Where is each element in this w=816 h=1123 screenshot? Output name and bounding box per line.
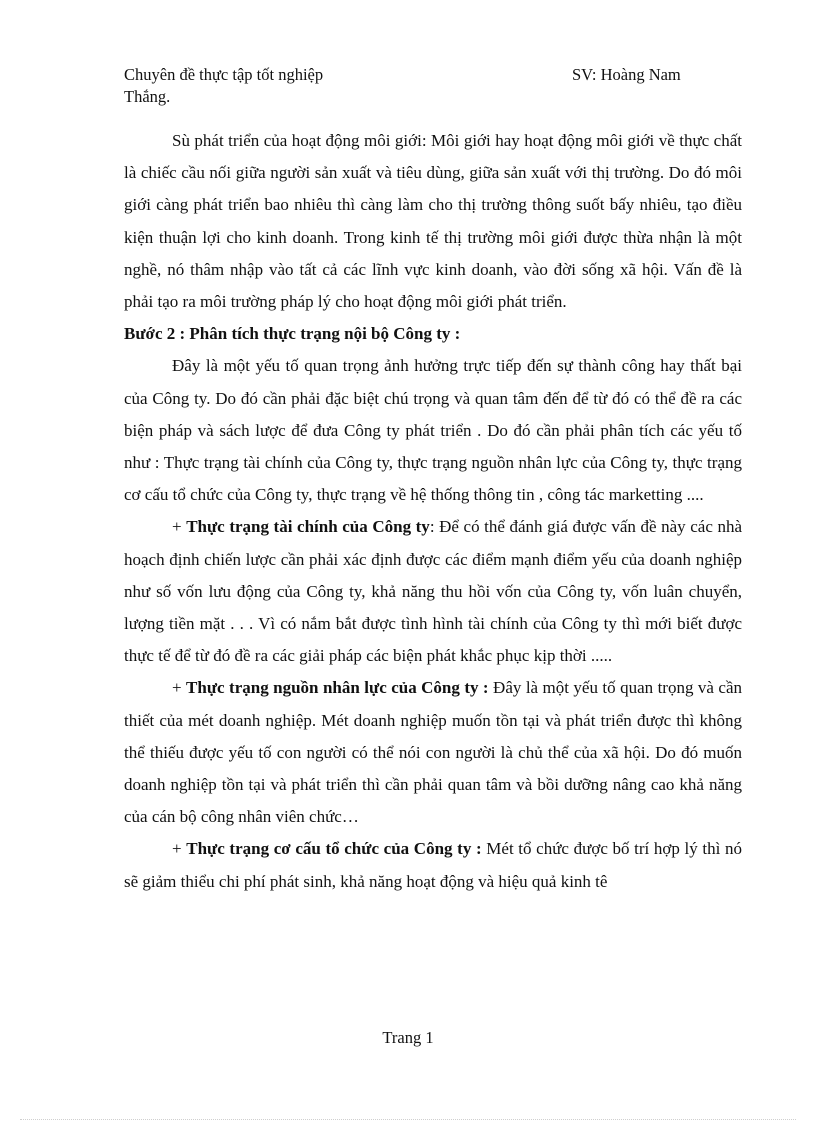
term-organizational-structure: Thực trạng cơ cấu tổ chức của Công ty : <box>186 839 482 859</box>
header-student-name: SV: Hoàng Nam <box>572 65 681 84</box>
paragraph-human-resources <box>124 672 742 833</box>
paragraph-internal-analysis: Đây là một yếu tố quan trọng ảnh hưởng trực tiếp đến sự thành công hay thất bại của Công ty. Do đó cần phải đặc biệt chú trọng và quan tâm đến để từ đó có thể đề ra các biện pháp và sách lược để đưa Công ty phát triển . Do đó cần phải phân tích các yếu tố như : Thực trạng tài chính của Công ty, thực trạng nguồn nhân lực của Công ty, thực trạng cơ cấu tổ chức của Công ty, thực trạng về hệ thống thông tin , công tác marketting .... <box>124 356 742 505</box>
paragraph-brokerage-development: Sù phát triển của hoạt động môi giới: Môi giới hay hoạt động môi giới về thực chất là chiếc cầu nối giữa người sản xuất và tiêu dùng, giữa sản xuất với thị trường. Do đó môi giới càng phát triển bao nhiêu thì càng làm cho thị trường thông suốt bấy nhiêu, tạo điều kiện thuận lợi cho kinh doanh. Trong kinh tế thị trường môi giới được thừa nhận là một nghề, nó thâm nhập vào tất cả các lĩnh vực kinh doanh, vào đời sống xã hội. Vấn đề là phải tạo ra môi trường pháp lý cho hoạt động môi giới phát triển. <box>124 131 742 312</box>
paragraph-organizational-structure <box>124 833 742 897</box>
header-student-name-continuation: Thắng. <box>124 87 171 106</box>
section-heading-step-2: Bước 2 : Phân tích thực trạng nội bộ Công ty : <box>124 324 461 344</box>
page-number: Trang 1 <box>382 1028 434 1047</box>
header-document-title: Chuyên đề thực tập tốt nghiệp <box>124 65 324 84</box>
organizational-structure-text: Mét tổ chức được bố trí hợp lý thì nó sẽ giảm thiểu chi phí phát sinh, khả năng hoạt động và hiệu quả kinh tê <box>124 839 742 891</box>
paragraph-financial-status <box>124 511 742 672</box>
page-bottom-edge <box>20 1119 796 1120</box>
document-body <box>124 125 742 898</box>
bullet-marker: + <box>172 839 187 859</box>
term-financial-status: Thực trạng tài chính của Công ty <box>186 517 430 537</box>
bullet-marker: + <box>172 517 187 537</box>
human-resources-text: Đây là một yếu tố quan trọng và cần thiết của mét doanh nghiệp. Mét doanh nghiệp muốn tồn tại và phát triển được thì không thể thiếu được yếu tố con người có thể nói con người là chủ thể của xã hội. Do đó muốn doanh nghiệp tồn tại và phát triển thì cần phải quan tâm và bồi dưỡng nâng cao khả năng của cán bộ công nhân viên chức… <box>124 678 743 827</box>
financial-status-text: : Để có thể đánh giá được vấn đề này các nhà hoạch định chiến lược cần phải xác định được các điểm mạnh điểm yếu của doanh nghiệp như số vốn lưu động của Công ty, khả năng thu hồi vốn của Công ty, vốn luân chuyển, lượng tiền mặt . . . Vì có nắm bắt được tình hình tài chính của Công ty thì mới biết được thực tế để từ đó đề ra các giải pháp các biện phát khắc phục kịp thời ..... <box>124 517 742 666</box>
term-human-resources: Thực trạng nguồn nhân lực của Công ty : <box>186 678 489 698</box>
bullet-marker: + <box>172 678 187 698</box>
